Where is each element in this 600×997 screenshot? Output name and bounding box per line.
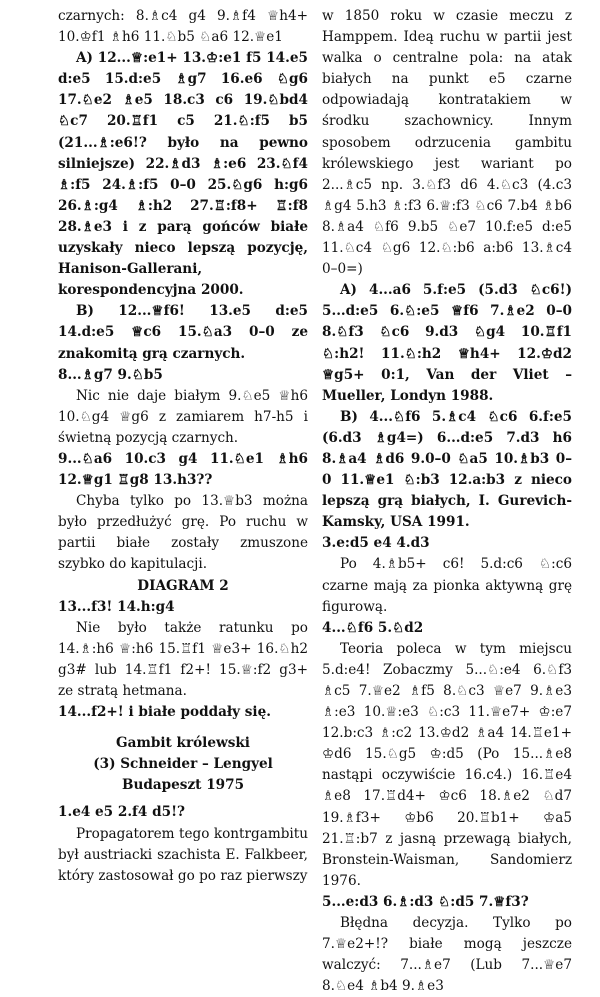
move-line: 14...f2+! i białe poddały się. <box>58 704 271 721</box>
text-paragraph: Chyba tylko po 13.♕b3 można było przedłużyć grę. Po ruchu w partii białe zostały zmuszone szybko do kapitulacji. <box>58 493 308 573</box>
move-line: 5...e:d3 6.♗:d3 ♘:d5 7.♕f3? <box>322 893 529 910</box>
text-paragraph: czarnych: 8.♗c4 g4 9.♗f4 ♕h4+ 10.♔f1 ♗h6 11.♘b5 ♘a6 12.♕e1 <box>58 8 308 46</box>
centered-heading: DIAGRAM 2 <box>137 577 229 594</box>
text-paragraph: w 1850 roku w czasie meczu z Hamppem. Ideą ruchu w partii jest walka o centralne pola: na atak białych na punkt e5 czarne odpowiadają kontratakiem w środku szachownicy. Innym sposobem odrzucenia gambitu królewskiego jest wariant po 2...♗c5 np. 3.♘f3 d6 4.♘c3 (4.c3 ♗g4 5.h3 ♗:f3 6.♕:f3 ♘c6 7.b4 ♗b6 8.♗a4 ♘f6 9.b5 ♘e7 10.f:e5 d:e5 11.♘c4 ♘g6 12.♘:b6 a:b6 13.♗c4 0–0=) <box>322 8 572 278</box>
move-line: 9...♘a6 10.c3 g4 11.♘e1 ♗h6 12.♕g1 ♖g8 13.h3?? <box>58 450 308 489</box>
move-line: 8...♗g7 9.♘b5 <box>58 366 163 383</box>
text-paragraph: Nic nie daje białym 9.♘e5 ♕h6 10.♘g4 ♕g6 z zamiarem h7-h5 i świetną pozycją czarnych. <box>58 387 308 446</box>
text-paragraph: Nie było także ratunku po 14.♗:h6 ♕:h6 15.♖f1 ♕e3+ 16.♘h2 g3# lub 14.♖f1 f2+! 15.♕:f2 g3+ ze stratą hetmana. <box>58 619 308 699</box>
move-line: 4...♘f6 5.♘d2 <box>322 619 424 636</box>
variation-paragraph: A) 4...a6 5.f:e5 (5.d3 ♘c6!) 5...d:e5 6.♘:e5 ♕f6 7.♗e2 0–0 8.♘f3 ♘c6 9.d3 ♘g4 10.♖f1 ♘:h2! 11.♘:h2 ♕h4+ 12.♔d2 ♕g5+ 0:1, Van der Vliet – Mueller, Londyn 1988. <box>322 282 572 404</box>
centered-heading: Gambit królewski <box>116 735 250 752</box>
text-paragraph: Po 4.♗b5+ c6! 5.d:c6 ♘:c6 czarne mają za pionka aktywną grę figurową. <box>322 556 572 615</box>
variation-paragraph: A) 12...♕:e1+ 13.♔:e1 f5 14.e5 d:e5 15.d:e5 ♗g7 16.e6 ♘g6 17.♘e2 ♗e5 18.c3 c6 19.♘bd4 ♘c7 20.♖f1 c5 21.♘:f5 b5 (21...♗:e6!? było na pewno silniejsze) 22.♗d3 ♗:e6 23.♘f4 ♗:f5 24.♗:f5 0–0 25.♘g6 h:g6 26.♗:g4 ♗:h2 27.♖:f8+ ♖:f8 28.♗e3 i z parą gońców białe uzyskały nieco lepszą pozycję, Hanison-Gallerani, korespondencyjna 2000. <box>58 50 308 299</box>
move-line: 1.e4 e5 2.f4 d5!? <box>58 804 185 821</box>
right-column <box>322 6 572 995</box>
variation-paragraph: B) 4...♘f6 5.♗c4 ♘c6 6.f:e5 (6.d3 ♗g4=) 6...d:e5 7.d3 h6 8.♗a4 ♗d6 9.0–0 ♘a5 10.♗b3 0–0 11.♕e1 ♘:b3 12.a:b3 z nieco lepszą grą białych, I. Gurevich-Kamsky, USA 1991. <box>322 408 572 531</box>
move-line: 3.e:d5 e4 4.d3 <box>322 535 430 552</box>
text-paragraph: Błędna decyzja. Tylko po 7.♕e2+!? białe mogą jeszcze walczyć: 7...♗e7 (Lub 7...♕e7 8.♘e4 ♗b4 9.♗e3 <box>322 915 572 995</box>
text-paragraph: Propagatorem tego kontrgambitu był austriacki szachista E. Falkbeer, który zastosował go po raz pierwszy <box>58 825 308 884</box>
centered-heading: Budapeszt 1975 <box>121 777 245 794</box>
move-line: 13...f3! 14.h:g4 <box>58 598 175 615</box>
centered-heading: (3) Schneider – Lengyel <box>93 756 273 773</box>
text-paragraph: Teoria poleca w tym miejscu 5.d:e4! Zobaczmy 5...♘:e4 6.♘f3 ♗c5 7.♕e2 ♗f5 8.♘c3 ♕e7 9.♗e3 ♗:e3 10.♕:e3 ♘:c3 11.♕e7+ ♔:e7 12.b:c3 ♗:c2 13.♔d2 ♗a4 14.♖e1+ ♔d6 15.♘g5 ♔:d5 (Po 15...♗e8 nastąpi oczywiście 16.c4.) 16.♖e4 ♗e8 17.♖d4+ ♔c6 18.♗e2 ♘d7 19.♗f3+ ♔b6 20.♖b1+ ♔a5 21.♖:b7 z jasną przewagą białych, Bronstein-Waisman, Sandomierz 1976. <box>322 640 572 889</box>
paragraph-spacer <box>58 723 308 733</box>
left-column <box>58 6 308 884</box>
variation-paragraph: B) 12...♕f6! 13.e5 d:e5 14.d:e5 ♕c6 15.♘a3 0–0 ze znakomitą grą czarnych. <box>58 303 308 362</box>
